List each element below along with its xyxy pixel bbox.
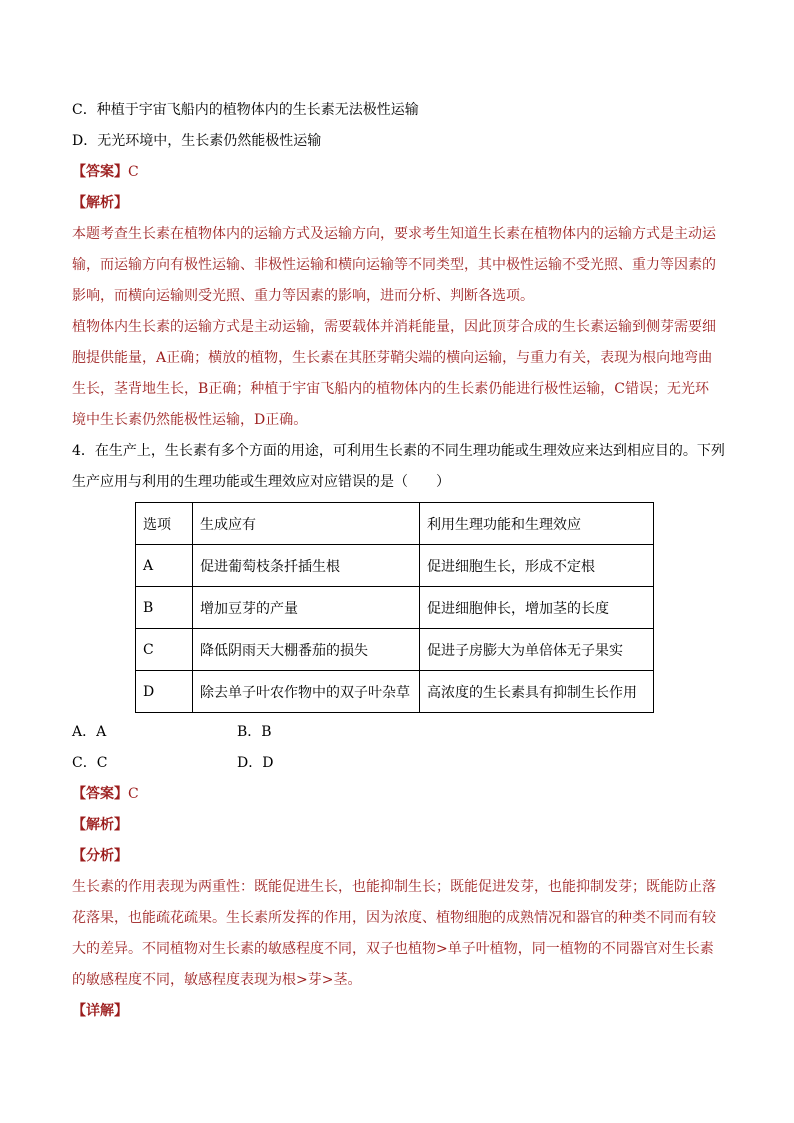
table-cell: 促进细胞生长，形成不定根 [420, 545, 654, 587]
q3-analysis-paragraph-2: 植物体内生长素的运输方式是主动运输，需要载体并消耗能量，因此顶芽合成的生长素运输到侧芽需要细胞提供能量，A正确；横放的植物，生长素在其胚芽鞘尖端的横向运输，与重力有关，表现为根向地弯曲生长，茎背地生长，B正确；种植于宇宙飞船内的植物体内的生长素仍能进行极性运输，C错误；无光环境中生长素仍然能极性运输，D正确。 [72, 319, 716, 428]
q4-analysis-label: 【解析】 [72, 817, 128, 833]
table-cell: C [136, 629, 193, 671]
option-b: B．B [237, 724, 272, 740]
table-header-cell: 利用生理功能和生理效应 [420, 503, 654, 545]
q4-stem-line-1: 4．在生产上，生长素有多个方面的用途，可利用生长素的不同生理功能或生理效应来达到相应目的。下列 [72, 443, 725, 459]
table-cell: 降低阴雨天大棚番茄的损失 [193, 629, 420, 671]
option-c: C．C [72, 755, 108, 771]
q4-stem-line-2: 生产应用与利用的生理功能或生理效应对应错误的是（ ） [72, 474, 450, 490]
table-cell: 促进子房膨大为单倍体无子果实 [420, 629, 654, 671]
table-header-cell: 生成应有 [193, 503, 420, 545]
q4-detail-label: 【详解】 [72, 1003, 128, 1019]
table-row [136, 545, 654, 587]
option-a: A．A [72, 724, 107, 740]
q3-option-c: C．种植于宇宙飞船内的植物体内的生长素无法极性运输 [72, 102, 419, 118]
q3-analysis-label: 【解析】 [72, 195, 128, 211]
document-page [72, 95, 725, 1027]
answer-label: 【答案】 [72, 786, 128, 802]
answer-value: C [128, 164, 139, 180]
table-cell: 高浓度的生长素具有抑制生长作用 [420, 671, 654, 713]
q4-options-row-1 [72, 717, 722, 748]
table-row [136, 587, 654, 629]
table-cell: B [136, 587, 193, 629]
option-d: D．D [237, 755, 274, 771]
q4-answer [72, 779, 722, 810]
answer-label: 【答案】 [72, 164, 128, 180]
table-cell: A [136, 545, 193, 587]
table-header-row [136, 503, 654, 545]
answer-value: C [128, 786, 139, 802]
table-cell: 促进葡萄枝条扦插生根 [193, 545, 420, 587]
table-row [136, 671, 654, 713]
q4-options-row-2 [72, 748, 722, 779]
table-header-cell: 选项 [136, 503, 193, 545]
q4-fenxi-label: 【分析】 [72, 848, 128, 864]
table-cell: 促进细胞伸长，增加茎的长度 [420, 587, 654, 629]
table-row [136, 629, 654, 671]
table-cell: D [136, 671, 193, 713]
table-cell: 增加豆芽的产量 [193, 587, 420, 629]
q3-answer [72, 157, 722, 188]
q3-analysis-paragraph-1: 本题考查生长素在植物体内的运输方式及运输方向，要求考生知道生长素在植物体内的运输方式是主动运输，而运输方向有极性运输、非极性运输和横向运输等不同类型，其中极性运输不受光照、重力等因素的影响，而横向运输则受光照、重力等因素的影响，进而分析、判断各选项。 [72, 226, 716, 304]
q4-fenxi-paragraph: 生长素的作用表现为两重性：既能促进生长，也能抑制生长；既能促进发芽，也能抑制发芽；既能防止落花落果，也能疏花疏果。生长素所发挥的作用，因为浓度、植物细胞的成熟情况和器官的种类不同而有较大的差异。不同植物对生长素的敏感程度不同，双子也植物>单子叶植物，同一植物的不同器官对生长素的敏感程度不同，敏感程度表现为根>芽>茎。 [72, 879, 716, 988]
table-cell: 除去单子叶农作物中的双子叶杂草 [193, 671, 420, 713]
q4-table [135, 502, 654, 713]
q3-option-d: D．无光环境中，生长素仍然能极性运输 [72, 133, 322, 149]
